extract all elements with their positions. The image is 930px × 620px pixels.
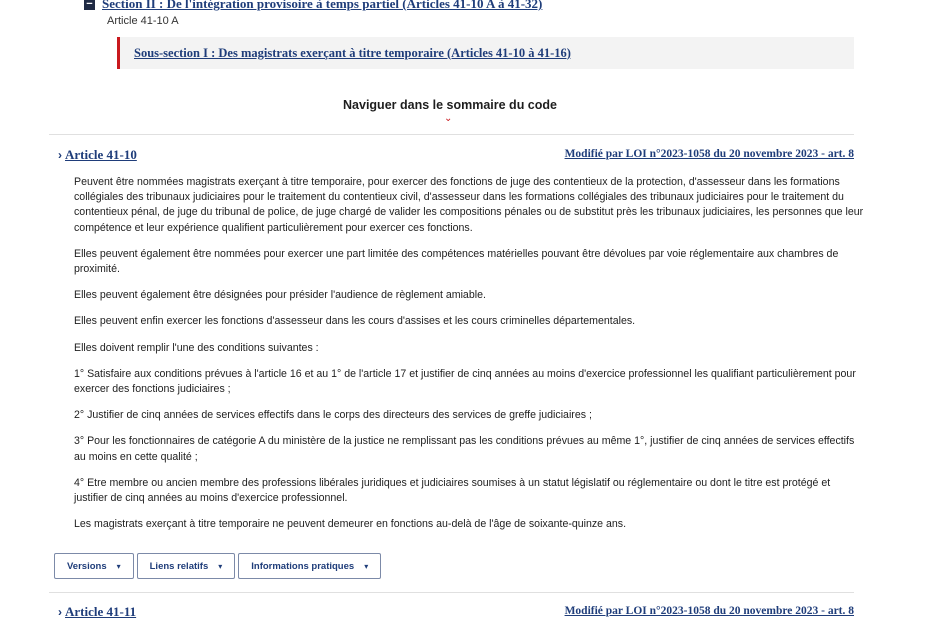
chevron-down-icon: ▾ [364, 561, 369, 571]
paragraph: Elles peuvent enfin exercer les fonctions d'assesseur dans les cours d'assises et les cours criminelles départementales. [74, 315, 636, 328]
divider [49, 592, 854, 593]
paragraph: 3° Pour les fonctionnaires de catégorie A du ministère de la justice ne remplissant pas les conditions prévues au même 1°, justifier de cinq années de services effectifs au moins en cette qualité ; [74, 435, 855, 463]
paragraph: Peuvent être nommées magistrats exerçant à titre temporaire, pour exercer des fonctions de juge des contentieux de la protection, d'assesseur dans les formations collégiales des tribunaux judiciaires pour le traitement du contentieux civil, d'assesseur dans les formations collégiales des tribunaux judiciaires pour le traitement du contentieux pénal, de juge du tribunal de police, de juge chargé de valider les compositions pénales ou de substitut près les tribunaux judiciaires, les personnes que leur compétence et leur expérience qualifient particulièrement pour exercer ces fonctions. [74, 176, 864, 234]
collapse-icon[interactable]: − [84, 0, 95, 10]
paragraph: 2° Justifier de cinq années de services effectifs dans le corps des directeurs des services de greffe judiciaires ; [74, 409, 592, 422]
paragraph: Elles peuvent également être nommées pour exercer une part limitée des compétences matérielles pouvant être dévolues par voie réglementaire aux chambres de proximité. [74, 247, 839, 276]
navigate-summary-label[interactable]: Naviguer dans le sommaire du code [343, 98, 557, 112]
article-link[interactable]: Article 41-11 [65, 604, 137, 619]
related-links-label: Liens relatifs [149, 560, 209, 572]
subsection-link[interactable]: Sous-section I : Des magistrats exerçant à titre temporaire (Articles 41-10 à 41-16) [134, 45, 571, 60]
practical-info-label: Informations pratiques [251, 560, 355, 572]
sub-article-label[interactable]: Article 41-10 A [107, 15, 179, 27]
chevron-down-icon: ▾ [116, 561, 121, 571]
chevron-down-icon: ▾ [218, 561, 223, 571]
subsection-box [117, 37, 854, 69]
article-actions [54, 553, 381, 579]
chevron-right-icon[interactable]: › [58, 605, 62, 619]
chevron-right-icon[interactable]: › [58, 148, 62, 162]
section-link[interactable]: Section II : De l'intégration provisoire à temps partiel (Articles 41-10 A à 41-32) [102, 0, 543, 11]
article-body [74, 175, 864, 543]
article-header [58, 604, 136, 620]
paragraph: Les magistrats exerçant à titre temporaire ne peuvent demeurer en fonctions au-delà de l'âge de soixante-quinze ans. [74, 518, 627, 531]
chevron-down-icon[interactable]: ⌄ [444, 113, 453, 124]
divider [49, 134, 854, 135]
modification-link[interactable]: Modifié par LOI n°2023-1058 du 20 novembre 2023 - art. 8 [564, 605, 854, 617]
paragraph: 1° Satisfaire aux conditions prévues à l'article 16 et au 1° de l'article 17 et justifier de cinq années au moins d'exercice professionnel les qualifiant particulièrement pour exercer des fonctions judiciaires ; [74, 367, 856, 396]
practical-info-button[interactable] [238, 553, 381, 579]
paragraph: 4° Etre membre ou ancien membre des professions libérales juridiques et judiciaires soumises à un statut législatif ou réglementaire ou dont le titre est protégé et justifier de cinq années au moins d'exercice professionnel. [74, 476, 831, 505]
modification-link[interactable]: Modifié par LOI n°2023-1058 du 20 novembre 2023 - art. 8 [564, 148, 854, 160]
versions-label: Versions [67, 560, 107, 572]
article-header [58, 147, 137, 163]
versions-button[interactable] [54, 553, 134, 579]
article-link[interactable]: Article 41-10 [65, 147, 137, 162]
paragraph: Elles doivent remplir l'une des conditions suivantes : [74, 341, 319, 354]
related-links-button[interactable] [137, 553, 236, 579]
paragraph: Elles peuvent également être désignées pour présider l'audience de règlement amiable. [74, 289, 486, 302]
section-heading [84, 0, 542, 12]
